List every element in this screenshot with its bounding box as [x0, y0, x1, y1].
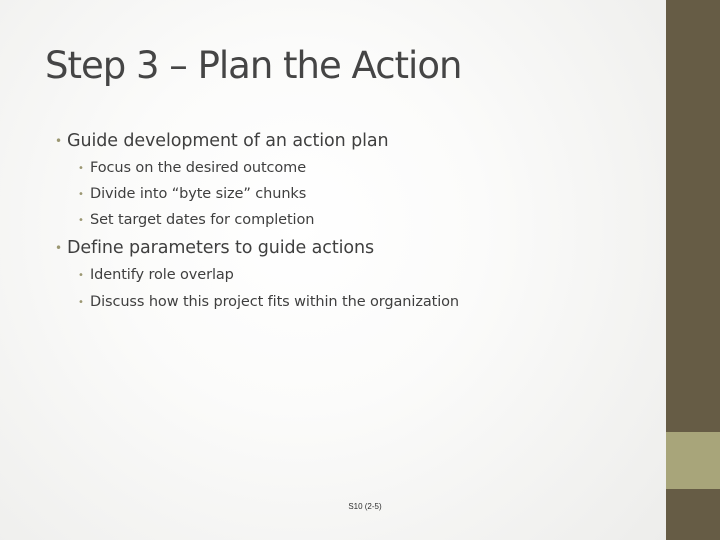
bullet-text: Define parameters to guide actions	[67, 238, 374, 258]
sub-bullet-icon: •	[78, 297, 84, 308]
sub-bullet-icon: •	[78, 163, 84, 174]
sub-bullet-text: Focus on the desired outcome	[90, 160, 307, 176]
slide-title: Step 3 – Plan the Action	[45, 44, 462, 87]
sub-bullet-text: Divide into “byte size” chunks	[90, 186, 307, 202]
sub-bullet-item	[78, 186, 306, 202]
bullet-item	[55, 131, 388, 151]
bullet-icon: •	[55, 241, 62, 255]
sub-bullet-icon: •	[78, 215, 84, 226]
bullet-item	[55, 238, 374, 258]
side-band-top	[666, 0, 720, 432]
sub-bullet-item	[78, 212, 314, 228]
sub-bullet-icon: •	[78, 270, 84, 281]
sub-bullet-text: Discuss how this project fits within the organization	[90, 294, 459, 310]
sub-bullet-item	[78, 267, 234, 283]
bullet-text: Guide development of an action plan	[67, 131, 389, 151]
slide-footer-label: S10 (2-5)	[348, 502, 382, 511]
sub-bullet-item	[78, 294, 459, 310]
side-band-accent	[666, 432, 720, 489]
sub-bullet-icon: •	[78, 189, 84, 200]
sub-bullet-text: Identify role overlap	[90, 267, 234, 283]
bullet-icon: •	[55, 134, 62, 148]
sub-bullet-text: Set target dates for completion	[90, 212, 315, 228]
sub-bullet-item	[78, 160, 306, 176]
side-band-bottom	[666, 489, 720, 540]
